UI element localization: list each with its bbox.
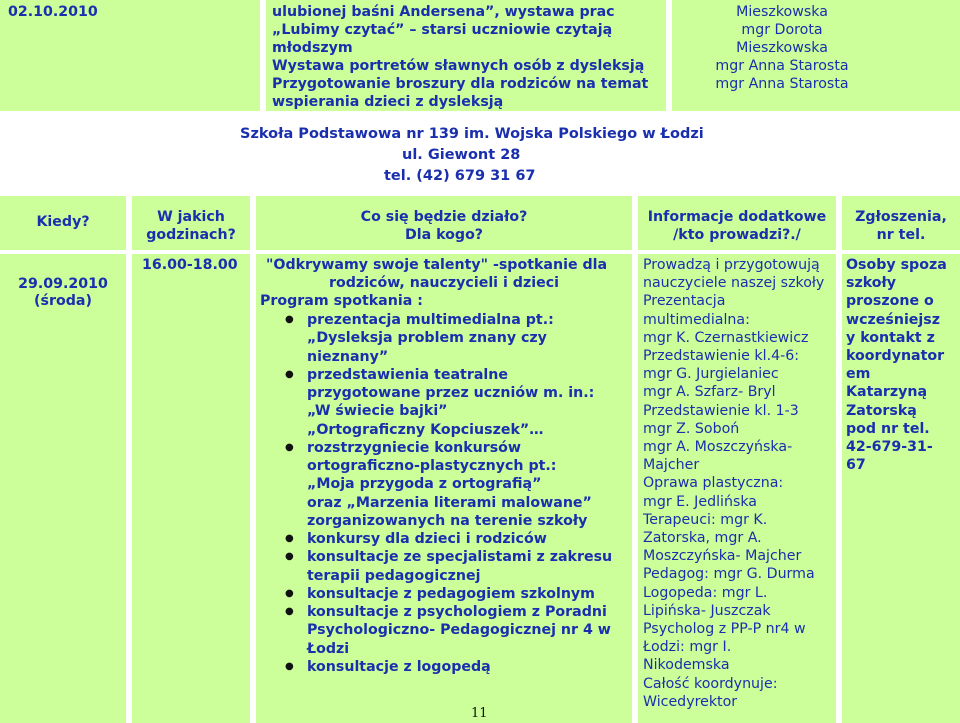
top-event-text: Wystawa portretów sławnych osób z dysleksją	[272, 58, 645, 74]
info-line: Łodzi: mgr I.	[643, 639, 732, 656]
program-item: konkursy dla dzieci i rodziców	[307, 531, 547, 547]
info-line: Prowadzą i przygotowują	[643, 257, 820, 273]
top-person-text: mgr Dorota	[741, 22, 823, 38]
event-date-cell	[0, 254, 126, 723]
event-title: "Odkrywamy swoje talenty" -spotkanie dla	[266, 257, 608, 273]
bullet-icon: ●	[285, 606, 294, 617]
info-line: Wicedyrektor	[643, 693, 738, 710]
bullet-icon: ●	[285, 314, 294, 325]
signup-line: Osoby spoza	[846, 257, 947, 273]
event-hours: 16.00-18.00	[142, 257, 238, 273]
event-weekday: (środa)	[34, 293, 92, 309]
signup-line: szkoły	[846, 275, 897, 292]
top-event-text: młodszym	[272, 40, 353, 56]
info-line: mgr A. Szfarz- Bryl	[643, 384, 776, 401]
signup-line: 42-679-31-	[846, 439, 933, 455]
top-person-text: mgr Anna Starosta	[715, 58, 849, 74]
top-event-text: Przygotowanie broszury dla rodziców na temat	[272, 76, 649, 92]
header-when: Kiedy?	[36, 214, 90, 230]
signup-line: em	[846, 366, 871, 383]
program-item: konsultacje z pedagogiem szkolnym	[307, 585, 595, 602]
header-what-line2: Dla kogo?	[404, 227, 484, 243]
info-line: mgr G. Jurgielaniec	[643, 366, 779, 383]
top-person-text: mgr Anna Starosta	[715, 76, 849, 92]
info-line: Nikodemska	[643, 657, 730, 674]
info-line: mgr E. Jedlińska	[643, 493, 757, 510]
bullet-icon: ●	[285, 551, 294, 563]
program-item: przedstawienia teatralne	[307, 366, 508, 383]
top-person-text: Mieszkowska	[736, 40, 828, 56]
top-event-text: „Lubimy czytać” – starsi uczniowie czytają	[272, 22, 613, 38]
page-number: 11	[471, 706, 488, 721]
info-line: Majcher	[643, 457, 700, 474]
signup-line: pod nr tel.	[846, 420, 930, 437]
info-line: Prezentacja	[643, 293, 726, 310]
bullet-icon: ●	[285, 660, 294, 672]
info-line: mgr Z. Soboń	[643, 420, 740, 437]
signup-line: 67	[846, 457, 866, 474]
program-item: Psychologiczno- Pedagogicznej nr 4 w	[307, 622, 611, 639]
top-person-text: Mieszkowska	[736, 4, 828, 20]
program-item: ortograficzno-plastycznych pt.:	[307, 458, 557, 474]
event-audience: rodziców, nauczycieli i dzieci	[329, 275, 559, 291]
header-what-line1: Co się będzie działo?	[360, 209, 528, 225]
school-street: ul. Giewont 28	[402, 147, 521, 163]
info-line: mgr A. Moszczyńska-	[643, 439, 793, 455]
school-phone: tel. (42) 679 31 67	[384, 168, 536, 184]
header-info-line1: Informacje dodatkowe	[647, 209, 827, 225]
program-item: oraz „Marzenia literami malowane”	[307, 494, 592, 511]
program-item: prezentacja multimedialna pt.:	[307, 312, 554, 328]
program-item: Łodzi	[307, 640, 350, 657]
info-line: Pedagog: mgr G. Durma	[643, 566, 815, 583]
signup-line: Zatorską	[846, 402, 917, 419]
info-line: Lipińska- Juszczak	[643, 602, 771, 619]
header-info-line2: /kto prowadzi?./	[673, 227, 801, 243]
bullet-icon: ●	[285, 533, 294, 544]
program-item: konsultacje z logopedą	[307, 658, 491, 675]
signup-line: Katarzyną	[846, 384, 928, 401]
program-item: przygotowane przez uczniów m. in.:	[307, 385, 595, 401]
event-date: 29.09.2010	[18, 276, 108, 292]
program-item: „Dysleksja problem znany czy	[307, 330, 547, 347]
program-item: „Moja przygoda z ortografią”	[307, 476, 542, 493]
bullet-icon: ●	[285, 441, 294, 453]
header-signup-line1: Zgłoszenia,	[855, 209, 947, 225]
bullet-icon: ●	[285, 587, 294, 599]
program-item: konsultacje ze specjalistami z zakresu	[307, 549, 613, 566]
info-line: Logopeda: mgr L.	[643, 584, 768, 601]
header-signup-line2: nr tel.	[876, 227, 926, 243]
header-hours-line2: godzinach?	[146, 227, 236, 243]
program-item: konsultacje z psychologiem z Poradni	[307, 604, 607, 620]
info-line: mgr K. Czernastkiewicz	[643, 329, 809, 346]
bullet-icon: ●	[285, 368, 294, 380]
info-line: Oprawa plastyczna:	[643, 475, 784, 492]
program-item: nieznany”	[307, 348, 389, 365]
top-date: 02.10.2010	[8, 4, 98, 20]
signup-line: wcześniejsz	[846, 311, 940, 328]
signup-line: proszone o	[846, 293, 934, 310]
top-event-text: ulubionej baśni Andersena”, wystawa prac	[272, 4, 615, 20]
info-line: nauczyciele naszej szkoły	[643, 275, 825, 292]
program-item: rozstrzygniecie konkursów	[307, 439, 522, 456]
school-name: Szkoła Podstawowa nr 139 im. Wojska Polskiego w Łodzi	[240, 126, 704, 142]
program-item: „W świecie bajki”	[307, 403, 448, 420]
info-line: Przedstawienie kl.4-6:	[643, 348, 800, 364]
header-hours-line1: W jakich	[157, 209, 225, 225]
info-line: Przedstawienie kl. 1-3	[643, 402, 799, 419]
info-line: multimedialna:	[643, 311, 750, 328]
info-line: Zatorska, mgr A.	[643, 530, 762, 546]
top-event-text: wspierania dzieci z dysleksją	[272, 94, 504, 110]
program-item: terapii pedagogicznej	[307, 567, 481, 584]
event-hours-cell	[132, 254, 250, 723]
program-item: zorganizowanych na terenie szkoły	[307, 512, 588, 529]
info-line: Moszczyńska- Majcher	[643, 548, 802, 565]
program-item: „Ortograficzny Kopciuszek”…	[307, 421, 544, 438]
signup-line: y kontakt z	[846, 329, 935, 346]
info-line: Psycholog z PP-P nr4 w	[643, 621, 806, 637]
info-line: Terapeuci: mgr K.	[643, 511, 768, 528]
signup-line: koordynator	[846, 348, 945, 364]
info-line: Całość koordynuje:	[643, 675, 778, 692]
program-label: Program spotkania :	[260, 293, 423, 309]
